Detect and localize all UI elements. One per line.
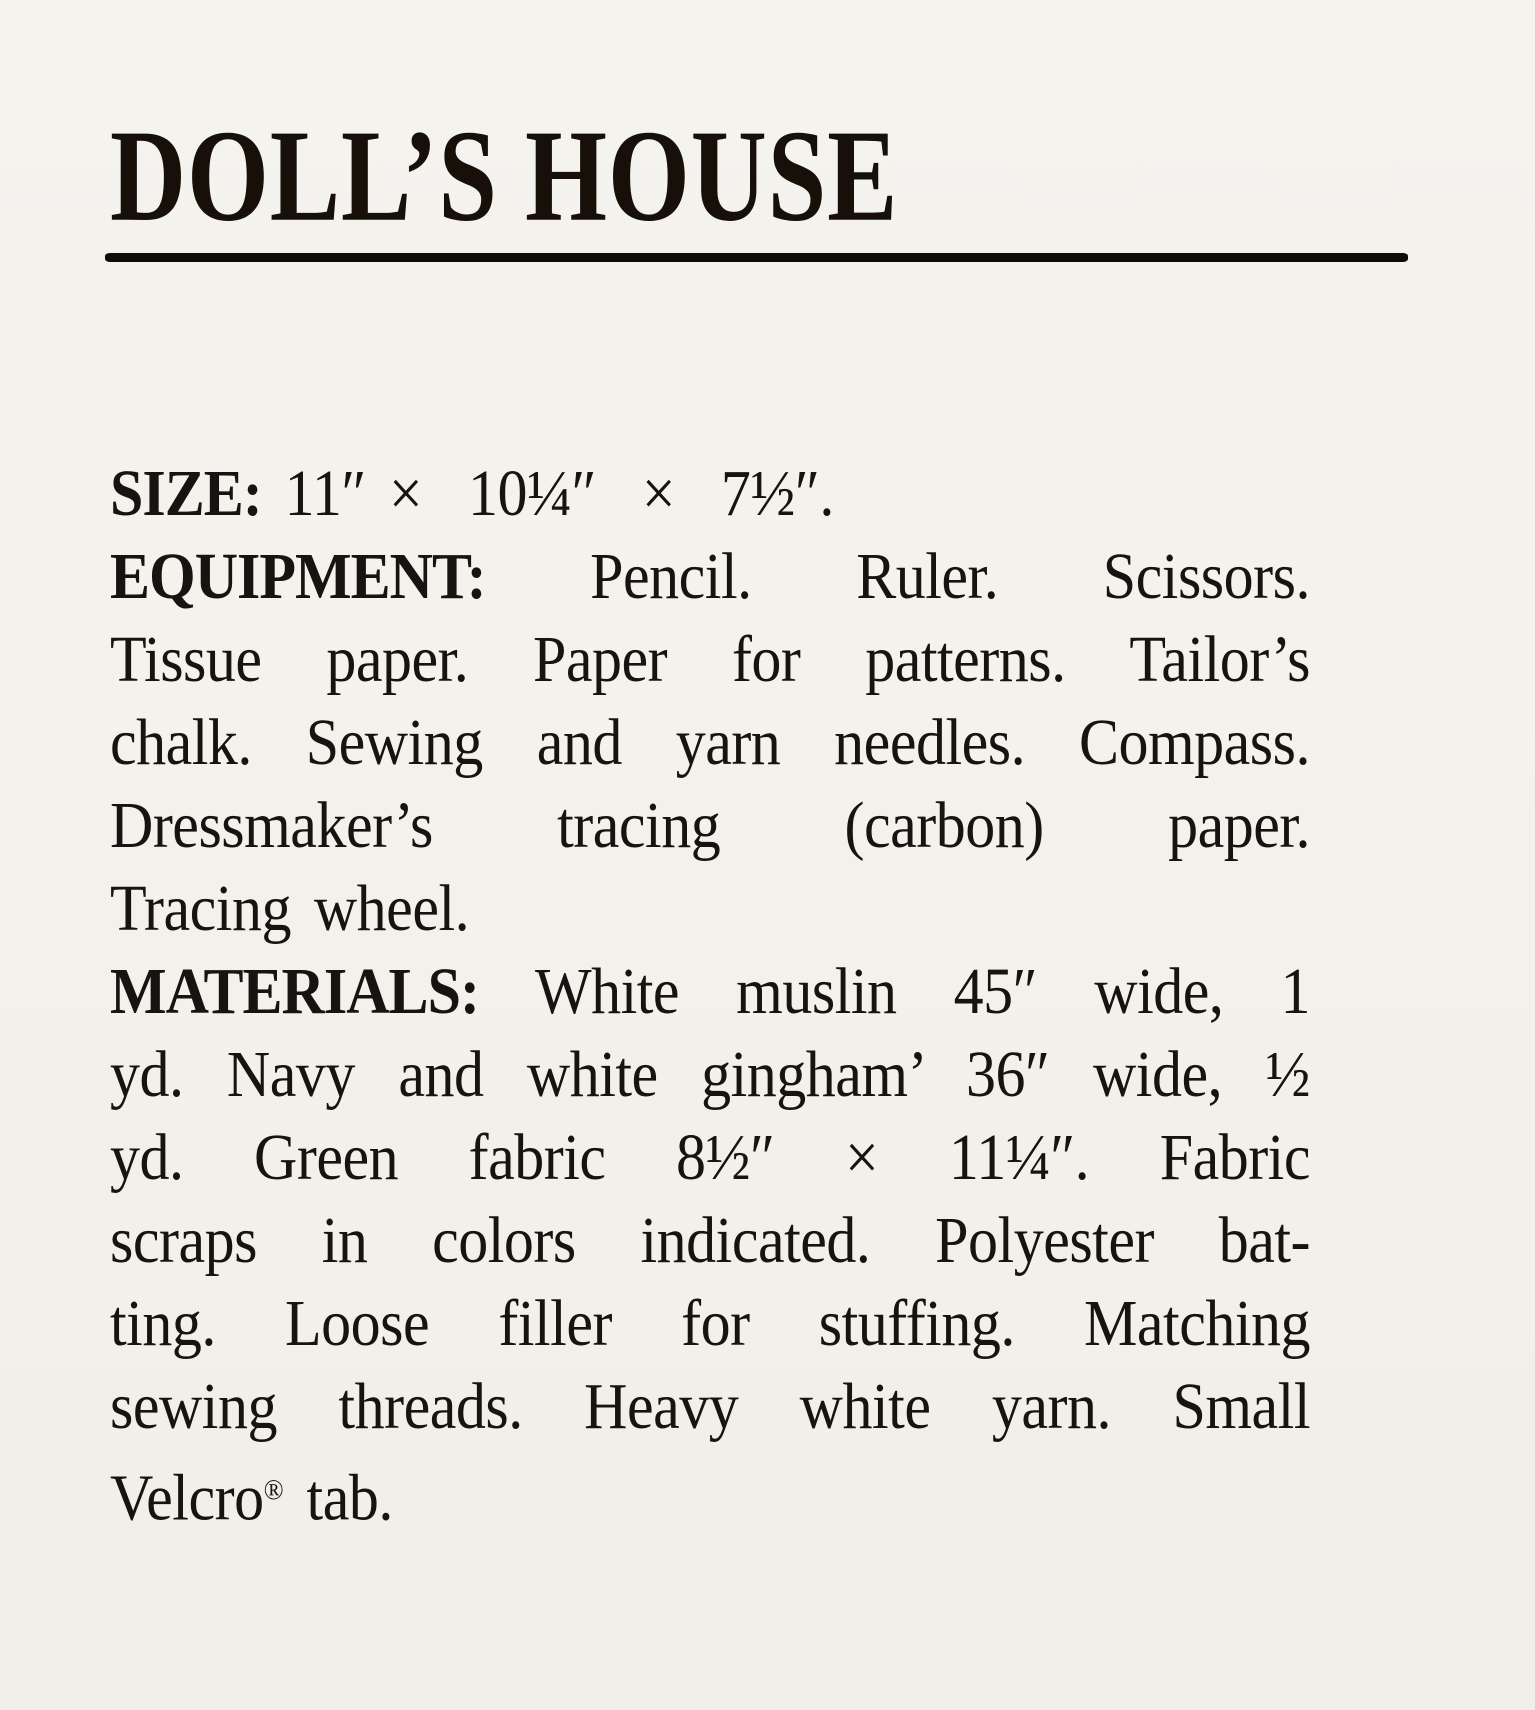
registered-trademark-symbol: ® (263, 1472, 284, 1506)
text-line-size (110, 448, 1310, 539)
text-line (110, 1278, 1310, 1369)
line-text: 11″ × 10¼″ × 7½″. (261, 456, 834, 530)
line-text: yd. Navy and white gingham’ 36″ wide, ½ (110, 1037, 1310, 1111)
text-line (110, 863, 1310, 954)
line-text: Dressmaker’s tracing (carbon) paper. (110, 788, 1310, 862)
text-line-equipment (110, 531, 1310, 622)
text-line-materials (110, 946, 1310, 1037)
page-title: DOLL’S HOUSE (110, 103, 899, 249)
line-text: tab. (283, 1461, 393, 1535)
body-text (110, 452, 1310, 1535)
text-line-velcro (110, 1444, 1310, 1535)
section-label-materials: MATERIALS: (110, 954, 479, 1028)
section-label-equipment: EQUIPMENT: (110, 539, 486, 613)
text-line (110, 1029, 1310, 1120)
text-line (110, 614, 1310, 705)
text-line (110, 1195, 1310, 1286)
line-text: ting. Loose filler for stuffing. Matching (110, 1286, 1310, 1360)
line-text: White muslin 45″ wide, 1 (478, 954, 1310, 1028)
line-text: Tracing wheel. (110, 871, 470, 945)
line-text: Tissue paper. Paper for patterns. Tailor’s (110, 622, 1310, 696)
text-line (110, 1361, 1310, 1452)
line-text: Velcro (110, 1461, 264, 1535)
text-line (110, 780, 1310, 871)
title-rule (105, 253, 1408, 262)
line-text: sewing threads. Heavy white yarn. Small (110, 1369, 1310, 1443)
line-text: Pencil. Ruler. Scissors. (485, 539, 1310, 613)
line-text: scraps in colors indicated. Polyester bat- (110, 1203, 1310, 1277)
text-line (110, 697, 1310, 788)
text-line (110, 1112, 1310, 1203)
line-text: chalk. Sewing and yarn needles. Compass. (110, 705, 1310, 779)
line-text: yd. Green fabric 8½″ × 11¼″. Fabric (110, 1120, 1310, 1194)
section-label-size: SIZE: (110, 456, 262, 530)
